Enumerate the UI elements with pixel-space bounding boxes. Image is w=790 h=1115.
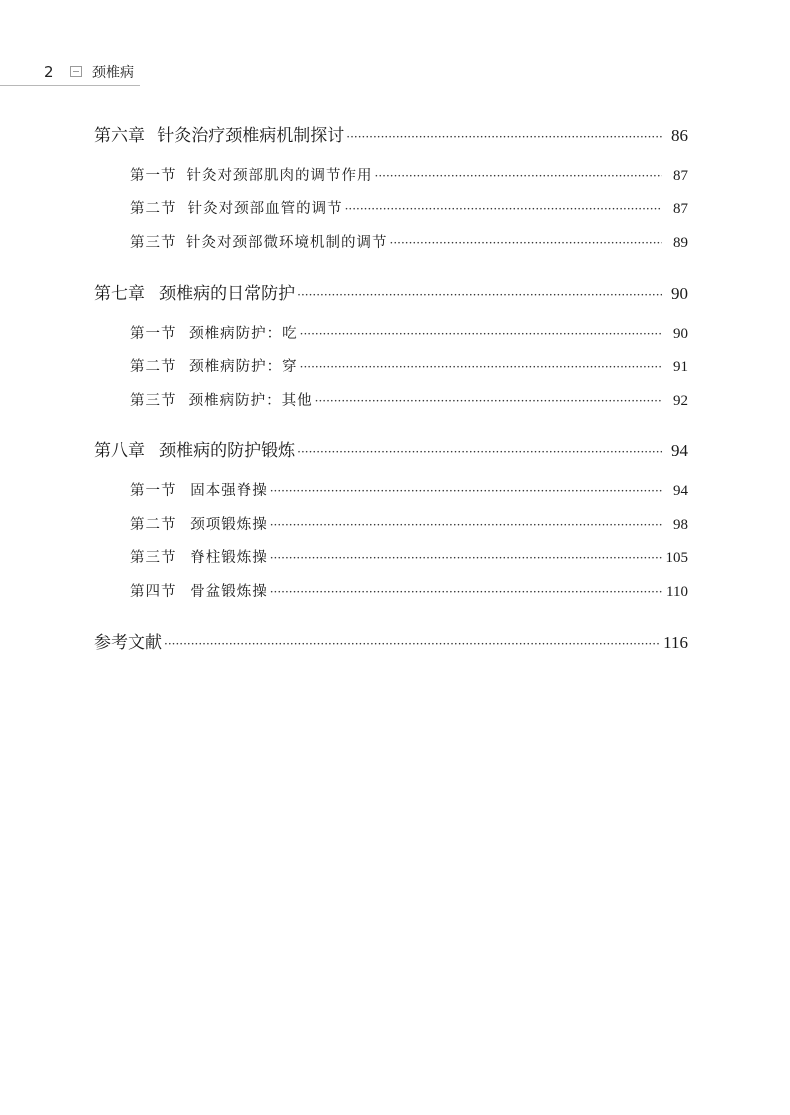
toc-page: 105 xyxy=(665,550,688,566)
toc-title: 固本强脊操 xyxy=(190,483,268,499)
toc-section-8-3[interactable] xyxy=(130,546,688,567)
toc-label: 第三节 xyxy=(130,550,177,566)
dot-leader xyxy=(390,236,662,250)
toc-label: 第一节 xyxy=(130,326,177,342)
toc-title: 颈项锻炼操 xyxy=(190,517,268,533)
toc-page: 90 xyxy=(673,326,688,342)
toc-title: 颈椎病的日常防护 xyxy=(159,284,296,304)
dot-leader xyxy=(315,394,662,408)
dot-leader xyxy=(270,551,662,565)
dot-leader xyxy=(346,130,662,144)
toc-label: 第二节 xyxy=(130,517,177,533)
toc-page: 92 xyxy=(673,393,688,409)
toc-title: 针灸对颈部肌肉的调节作用 xyxy=(186,168,373,184)
toc-page: 89 xyxy=(673,235,688,251)
toc-page: 90 xyxy=(671,284,688,303)
toc-label: 第八章 xyxy=(94,441,145,461)
toc-title: 颈椎病防护：其他 xyxy=(188,393,313,409)
dot-leader xyxy=(345,202,662,216)
dot-leader xyxy=(164,637,659,651)
toc-chapter-8[interactable] xyxy=(94,436,688,461)
toc-section-7-3[interactable] xyxy=(130,389,688,410)
page-number: 2 xyxy=(44,63,54,81)
toc-title: 针灸对颈部血管的调节 xyxy=(187,201,343,217)
toc-page: 116 xyxy=(663,633,688,652)
toc-label: 第一节 xyxy=(130,168,177,184)
toc-label: 第四节 xyxy=(130,584,177,600)
toc-label: 第三节 xyxy=(130,235,177,251)
toc-title: 颈椎病的防护锻炼 xyxy=(159,441,296,461)
toc-page: 91 xyxy=(673,359,688,375)
toc-label: 第三节 xyxy=(130,393,177,409)
toc-title: 颈椎病防护：穿 xyxy=(189,359,298,375)
toc-label: 第六章 xyxy=(94,126,145,146)
toc-page: 94 xyxy=(671,441,688,460)
toc-section-8-4[interactable] xyxy=(130,580,688,601)
dot-leader xyxy=(300,360,662,374)
toc-title: 脊柱锻炼操 xyxy=(190,550,268,566)
toc-page: 94 xyxy=(673,483,688,499)
dot-leader xyxy=(270,585,662,599)
toc-section-6-3[interactable] xyxy=(130,231,688,252)
toc-chapter-7[interactable] xyxy=(94,279,688,304)
toc-references[interactable] xyxy=(94,628,688,653)
toc-page: 87 xyxy=(673,201,688,217)
dot-leader xyxy=(270,484,662,498)
toc-page: 87 xyxy=(673,168,688,184)
toc-title: 颈椎病防护：吃 xyxy=(189,326,298,342)
dot-leader xyxy=(270,518,662,532)
dot-leader xyxy=(297,445,662,459)
toc-label: 第一节 xyxy=(130,483,177,499)
toc-section-8-1[interactable] xyxy=(130,479,688,500)
toc-title: 针灸治疗颈椎病机制探讨 xyxy=(157,126,345,146)
toc-section-7-2[interactable] xyxy=(130,355,688,376)
toc-label: 第二节 xyxy=(130,201,177,217)
toc-title: 骨盆锻炼操 xyxy=(190,584,268,600)
dot-leader xyxy=(300,327,662,341)
dot-leader xyxy=(297,288,662,302)
toc-title: 参考文献 xyxy=(94,633,162,653)
toc-title: 针灸对颈部微环境机制的调节 xyxy=(186,235,388,251)
toc-section-6-1[interactable] xyxy=(130,164,688,185)
toc-label: 第七章 xyxy=(94,284,145,304)
toc-section-8-2[interactable] xyxy=(130,513,688,534)
toc-page: 110 xyxy=(666,584,688,600)
toc-chapter-6[interactable] xyxy=(94,121,688,146)
dot-leader xyxy=(375,169,662,183)
running-title: 颈椎病 xyxy=(92,65,134,81)
toc-section-7-1[interactable] xyxy=(130,322,688,343)
toc-section-6-2[interactable] xyxy=(130,197,688,218)
toc-label: 第二节 xyxy=(130,359,177,375)
toc-page: 98 xyxy=(673,517,688,533)
toc-page: 86 xyxy=(671,126,688,145)
